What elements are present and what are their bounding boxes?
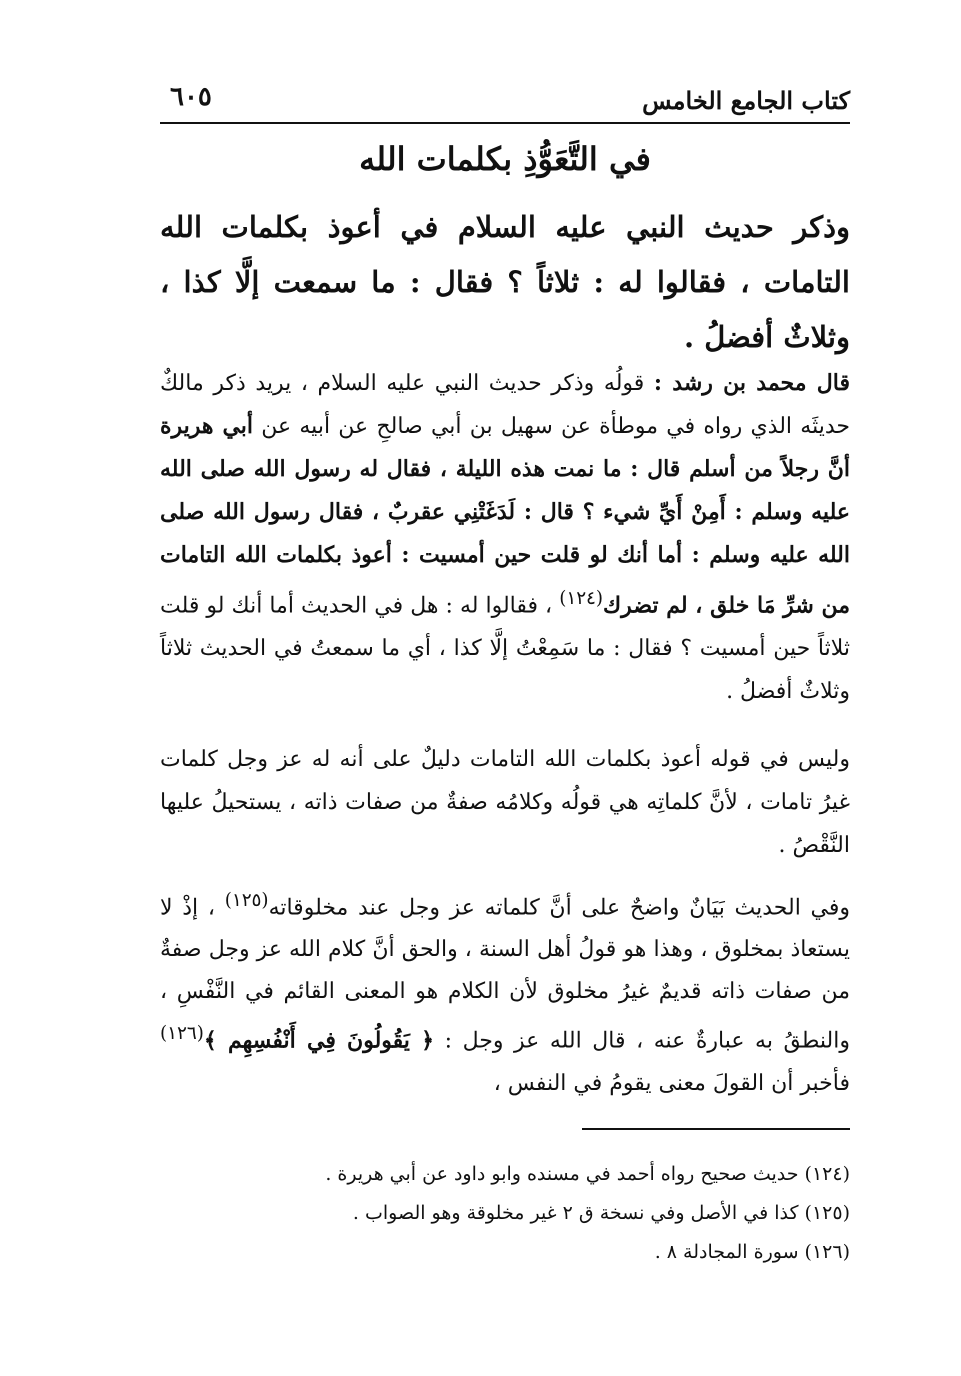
header-divider [160,122,850,124]
quran-quote: ﴿ يَقُولُونَ فِي أَنْفُسِهِم ﴾ [203,1027,435,1054]
note-ref-124[interactable]: (١٢٤) [559,588,604,609]
commentary-text-3a: وفي الحديث بَيَانٌ واضحٌ على أنَّ كلماته عز وجل عند مخلوقاته [268,895,851,921]
note-ref-125[interactable]: (١٢٥) [224,890,269,911]
footnote-divider [582,1128,850,1130]
commentary-text-3c: فأخبر أن القولَ معنى يقومُ في النفس ، [493,1070,850,1096]
commentary-text-1b: ، فقالوا له : هل في الحديث أما أنك لو قلت ثلاثاً حين أمسيت ؟ فقال : ما سَمِعْتُ إلَّا كذا ، أي ما سمعتُ في الحديث ثلاثاً وثلاثٌ أفضلُ . [160,593,850,705]
page-number: ٦٠٥ [170,82,212,112]
book-title: كتاب الجامع الخامس [642,86,850,115]
commentary-paragraph-1 [160,362,850,713]
running-header [160,78,850,118]
commentary-text-3 [160,880,850,1105]
matn-paragraph [160,200,850,365]
footnote-126: (١٢٦) سورة المجادلة ٨ . [654,1241,850,1263]
commentary-paragraph-2 [160,738,850,867]
commentary-text-3b: ، إذْ لا يستعاذ بمخلوق ، وهذا هو قولُ أهل السنة ، والحق أنَّ كلام الله عز وجل صفةٌ من صفات ذاته قديمٌ غيرُ مخلوق لأن الكلام هو المعنى القائم في النَّفْسِ ، والنطقُ به عبارةٌ عنه ، قال الله عز وجل : [160,895,850,1054]
section-title: في التَّعَوُّذِ بكلمات الله [359,140,651,178]
matn-text: وذكر حديث النبي عليه السلام في أعوذ بكلمات الله التامات ، فقالوا له : ثلاثاً ؟ فقال : ما سمعت إلَّا كذا ، وثلاثٌ أفضلُ . [160,210,850,354]
commentary-text-1a: قولُه وذكر حديث النبي عليه السلام ، يريد ذكر مالكٌ حديثَه الذي رواه في موطأة عن سهيل بن أبي صالحِ عن أبيه عن [160,371,850,439]
note-ref-126[interactable]: (١٢٦) [160,1023,204,1045]
hadith-text: أبي هريرة أنَّ رجلاً من أسلم قال : ما نمت هذه الليلة ، فقال له رسول الله صلى الله عليه وسلم : أَمِنْ أَيِّ شيء ؟ قال : لَدَغَتْنِي عقربٌ ، فقال رسول الله صلى الله عليه وسلم : أما أنك لو قلت حين أمسيت : أعوذ بكلمات الله التامات من شرِّ مَا خلق ، لم تضرك [160,413,850,619]
speaker-label: قال محمد بن رشد : [653,370,850,396]
footnote-125: (١٢٥) كذا في الأصل وفي نسخة ق ٢ غير مخلوقة وهو الصواب . [352,1202,850,1224]
commentary-text-1 [160,362,850,713]
footnotes [160,1155,850,1272]
commentary-text-2: وليس في قوله أعوذ بكلمات الله التامات دليلٌ على أنه له عز وجل كلمات غيرُ تامات ، لأنَّ كلماتِه هي قولُه وكلامُه صفةٌ من صفات ذاته ، يستحيلُ عليها النَّقْصُ . [160,747,850,858]
commentary-paragraph-3 [160,880,850,1105]
footnote-124: (١٢٤) حديث صحيح رواه أحمد في مسنده وابو داود عن أبي هريرة . [325,1163,850,1185]
